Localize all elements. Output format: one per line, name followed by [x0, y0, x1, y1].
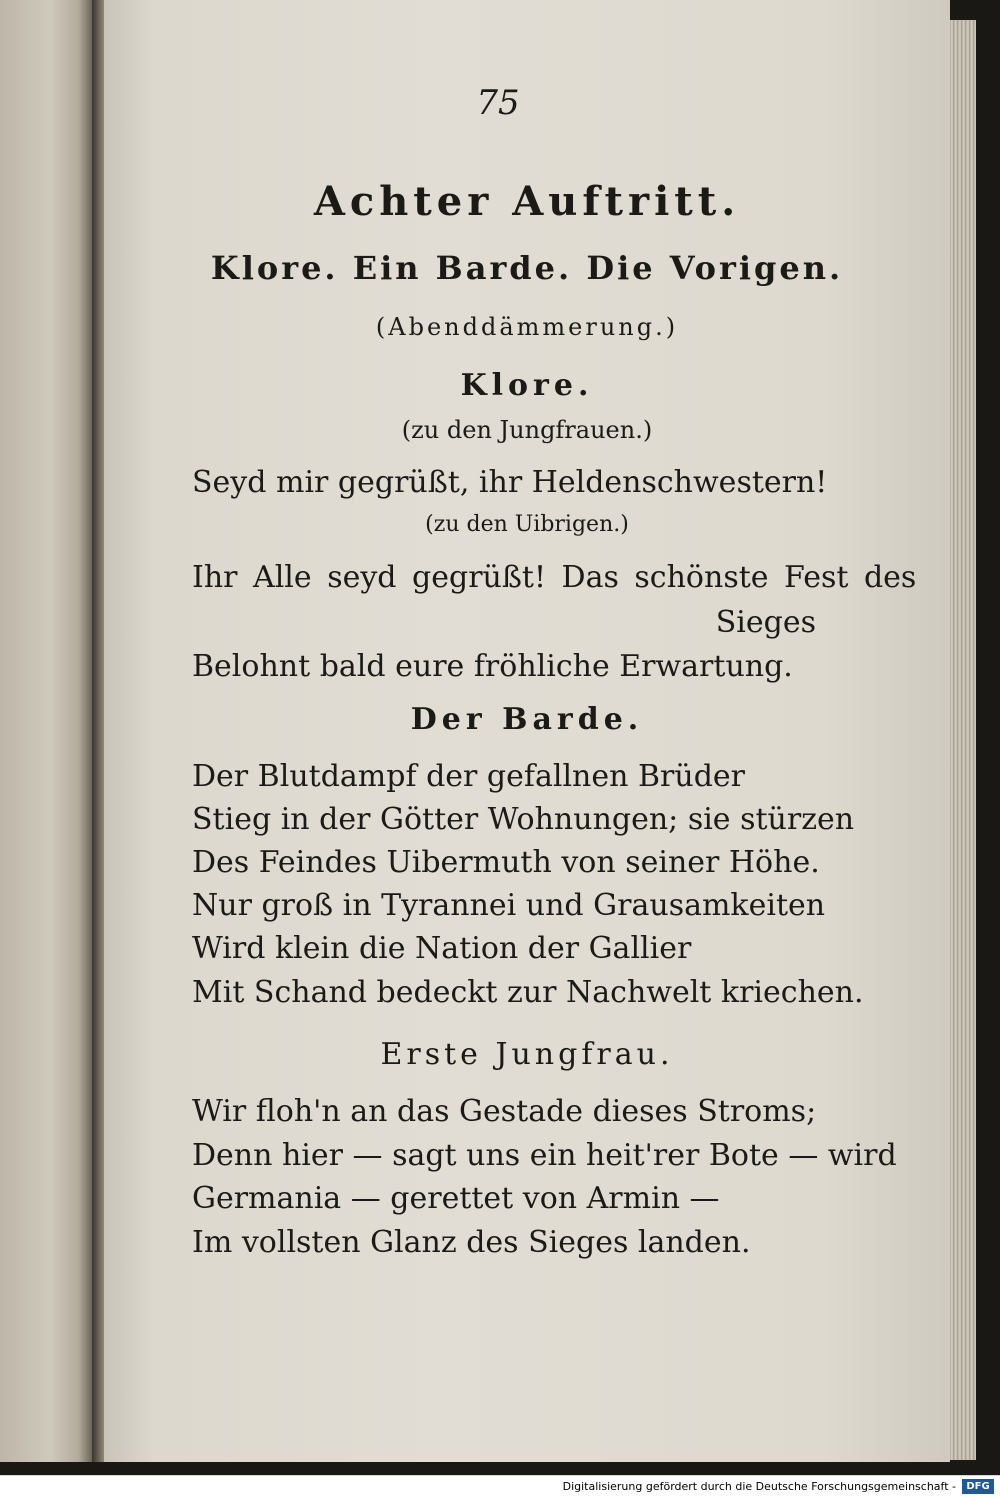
digitization-footer [0, 1476, 1000, 1498]
verse-line: Germania — gerettet von Armin — [192, 1181, 720, 1216]
page-number: 75 [476, 83, 520, 123]
speaker-name: Klore. [460, 368, 594, 403]
verse-line: Wird klein die Nation der Gallier [192, 931, 692, 966]
stage-direction: (Abenddämmerung.) [375, 313, 679, 341]
character-list: Klore. Ein Barde. Die Vorigen. [210, 249, 844, 287]
stage-direction: (zu den Jungfrauen.) [401, 416, 653, 444]
dfg-logo[interactable]: DFG [962, 1479, 994, 1494]
book-gutter [92, 0, 104, 1462]
verse-line: Wir floh'n an das Gestade dieses Stroms; [192, 1094, 817, 1129]
verse-line-continuation: Sieges [715, 605, 816, 640]
verse-line: Im vollsten Glanz des Sieges landen. [192, 1225, 751, 1260]
verse-line: Belohnt bald eure fröhliche Erwartung. [192, 649, 793, 684]
verse-line: Ihr Alle seyd gegrüßt! Das schönste Fest des [192, 560, 917, 595]
verse-line: Des Feindes Uibermuth von seiner Höhe. [192, 845, 820, 880]
verse-line: Der Blutdampf der gefallnen Brüder [192, 759, 745, 794]
page-edges [950, 20, 976, 1460]
scene-title: Achter Auftritt. [313, 178, 741, 225]
stage-direction: (zu den Uibrigen.) [425, 512, 629, 537]
speaker-name: Erste Jungfrau. [380, 1037, 674, 1072]
left-page-edge [0, 0, 92, 1462]
verse-line: Stieg in der Götter Wohnungen; sie stürzen [192, 802, 855, 837]
verse-line: Nur groß in Tyrannei und Grausamkeiten [192, 888, 826, 923]
speaker-name: Der Barde. [410, 702, 644, 737]
verse-line: Denn hier — sagt uns ein heit'rer Bote — wird [192, 1138, 897, 1173]
footer-credit: Digitalisierung gefördert durch die Deutsche Forschungsgemeinschaft - [562, 1480, 956, 1493]
verse-line: Seyd mir gegrüßt, ihr Heldenschwestern! [192, 465, 828, 500]
verse-line: Mit Schand bedeckt zur Nachwelt kriechen. [192, 975, 864, 1010]
